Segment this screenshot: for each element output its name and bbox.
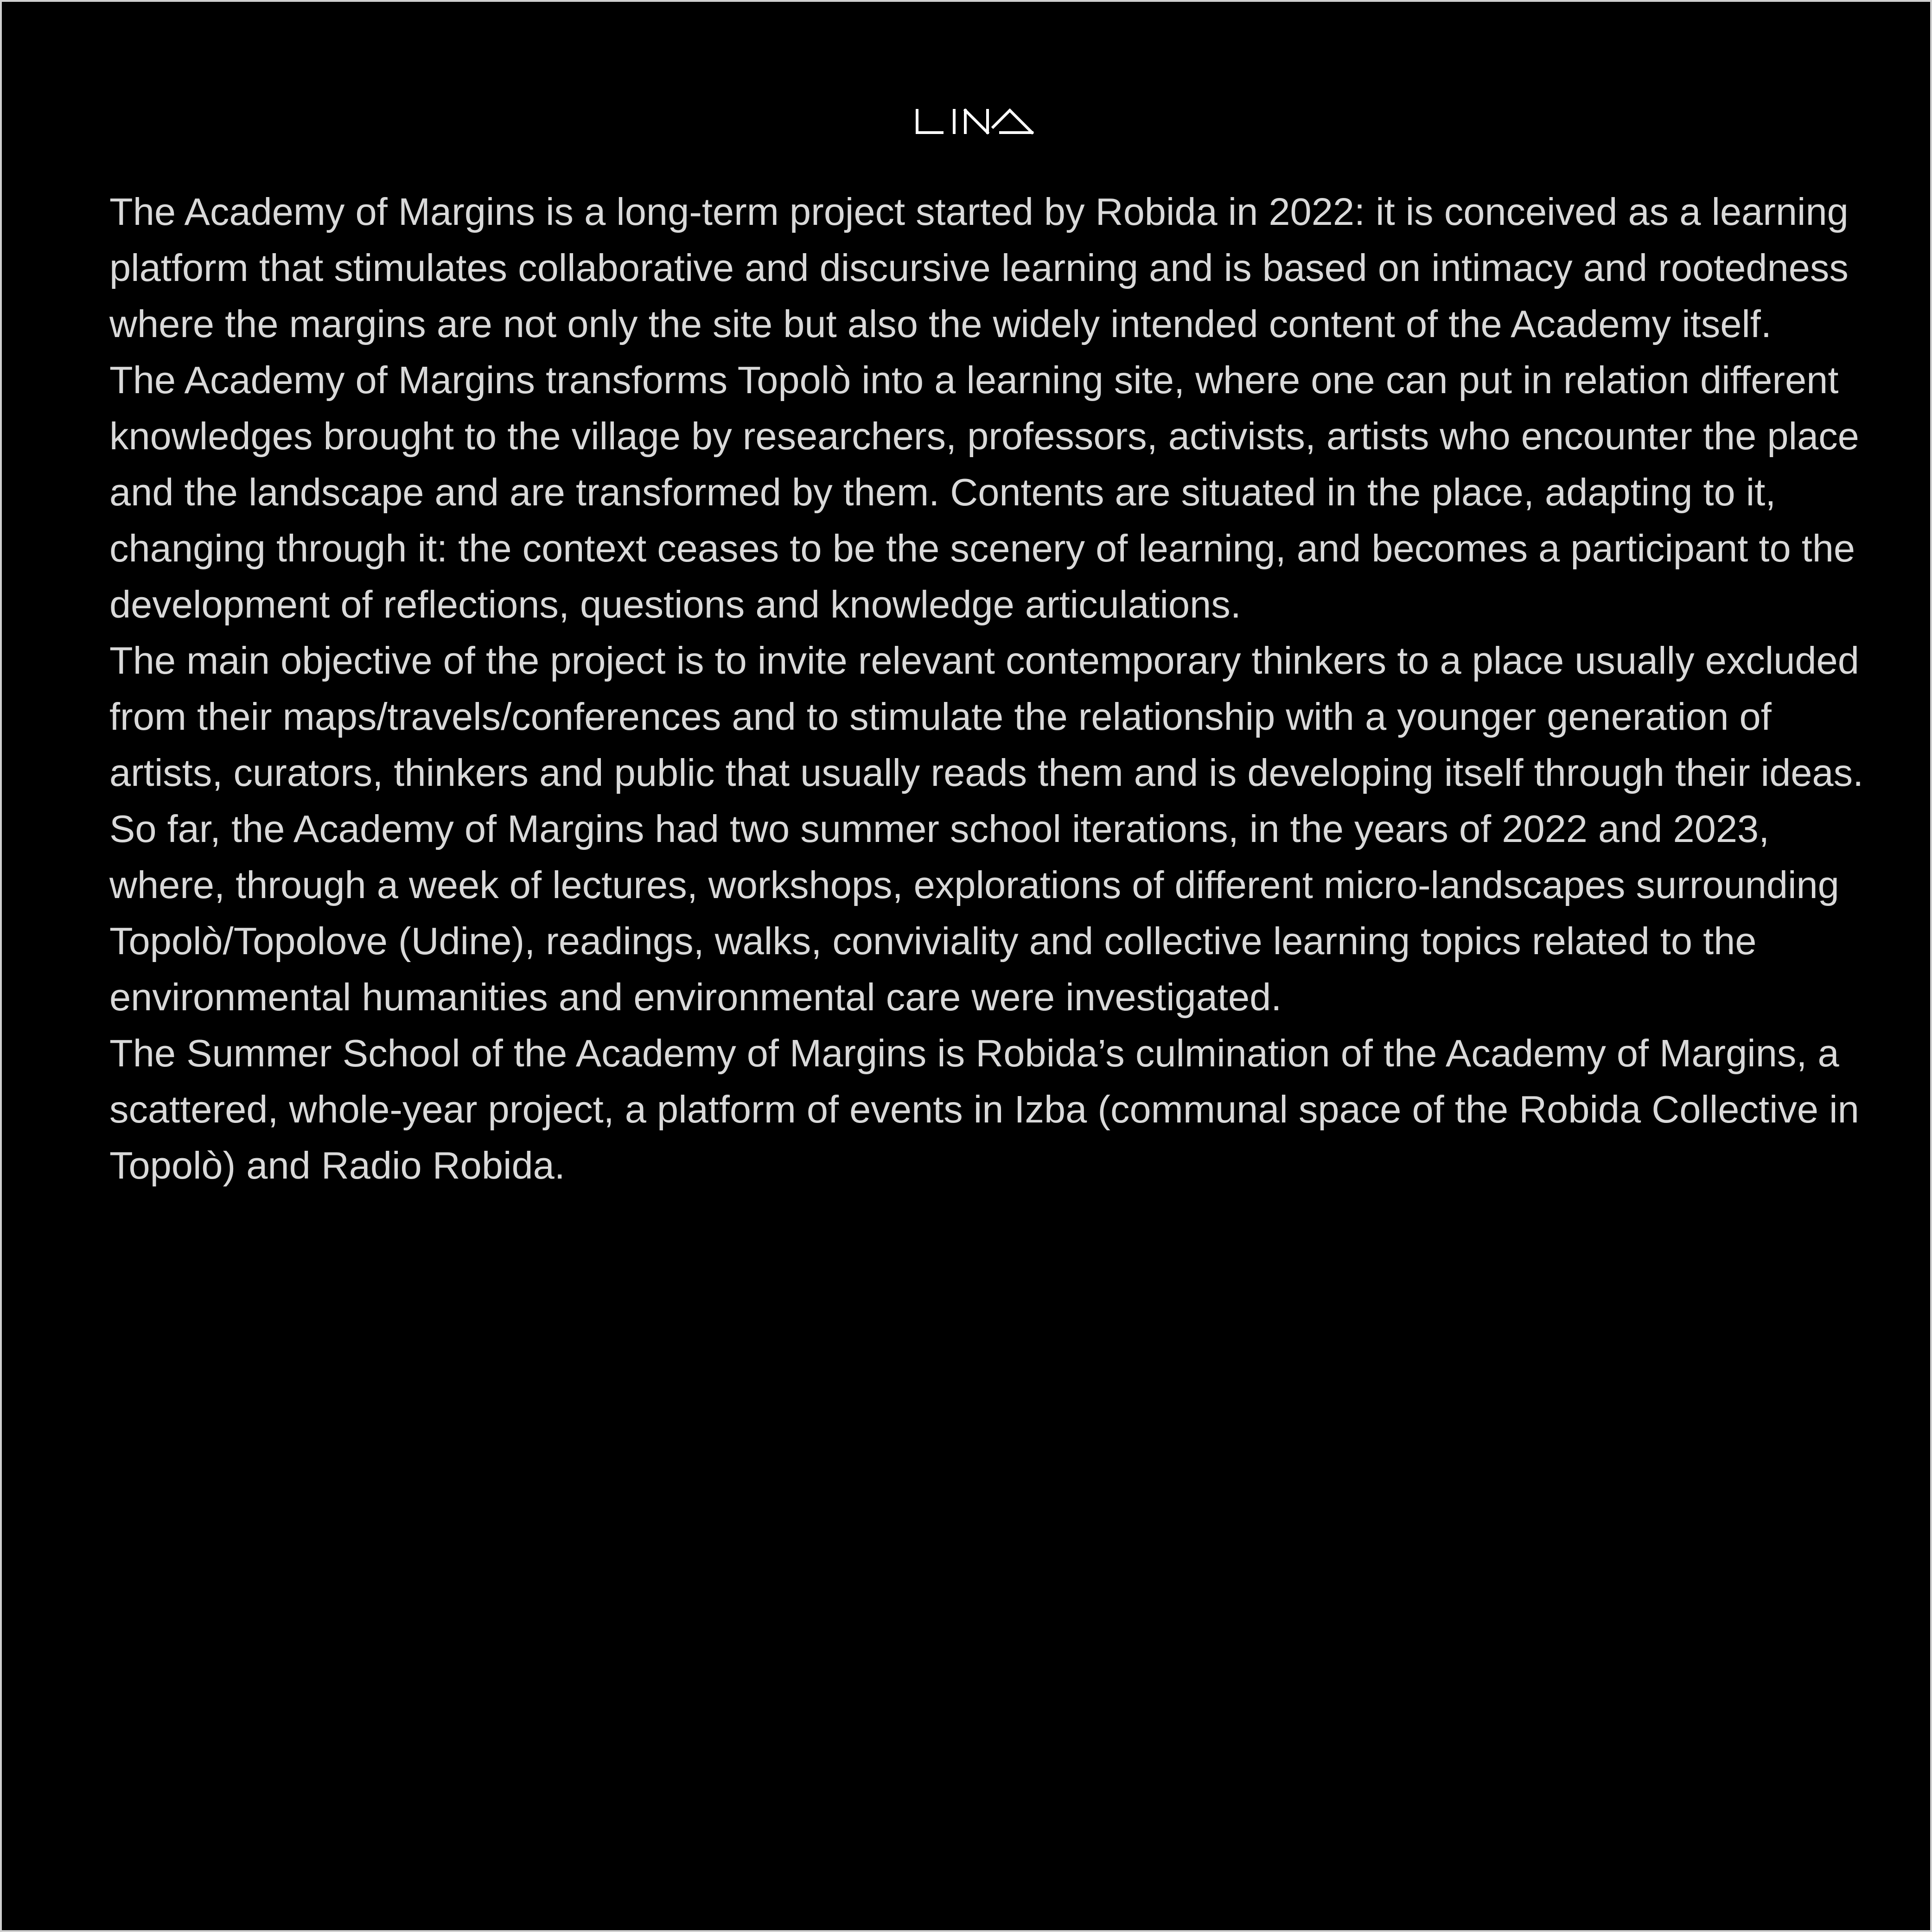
- article-paragraph: The main objective of the project is to invite relevant contemporary thinkers to a place usually excluded from their maps/travels/conferences and to stimulate the relationship with a younger generation of artists, curators, thinkers and public that usually reads them and is developing itself through their ideas.: [109, 639, 1864, 794]
- article-paragraph: The Summer School of the Academy of Margins is Robida’s culmination of the Academy of Margins, a scattered, whole-year project, a platform of events in Izba (communal space of the Robida Collective in Topolò) and Radio Robida.: [109, 1032, 1859, 1187]
- page: [2, 2, 1930, 1930]
- article-body: [109, 184, 1876, 1193]
- lina-logo-icon: [915, 108, 1036, 134]
- article-paragraph: The Academy of Margins is a long-term project started by Robida in 2022: it is conceived as a learning platform that stimulates collaborative and discursive learning and is based on intimacy and rootedness where the margins are not only the site but also the widely intended content of the Academy itself.: [109, 190, 1849, 345]
- article-paragraph: The Academy of Margins transforms Topolò into a learning site, where one can put in relation different knowledges brought to the village by researchers, professors, activists, artists who encounter the place and the landscape and are transformed by them. Contents are situated in the place, adapting to it, changing through it: the context ceases to be the scenery of learning, and becomes a participant to the development of reflections, questions and knowledge articulations.: [109, 358, 1859, 626]
- article-paragraph: So far, the Academy of Margins had two summer school iterations, in the years of 2022 and 2023, where, through a week of lectures, workshops, explorations of different micro-landscapes surrounding Topolò/Topolove (Udine), readings, walks, conviviality and collective learning topics related to the environmental humanities and environmental care were investigated.: [109, 807, 1839, 1019]
- lina-logo[interactable]: [915, 108, 1036, 134]
